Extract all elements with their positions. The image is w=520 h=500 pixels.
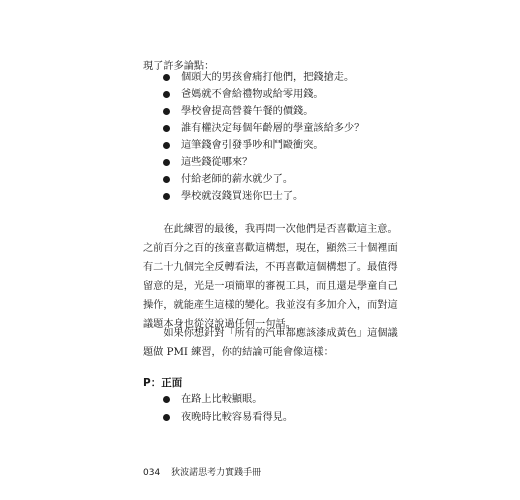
section-heading: P：正面 xyxy=(143,377,183,389)
intro-text: 現了許多論點： xyxy=(143,61,215,72)
bullet-icon xyxy=(163,159,170,166)
page-number: 034 xyxy=(143,468,161,478)
bullet-icon xyxy=(163,142,170,149)
book-title: 狄波諾思考力實踐手冊 xyxy=(171,468,262,478)
bullet-icon xyxy=(163,414,170,421)
bullet-icon xyxy=(163,176,170,183)
bullet-icon xyxy=(163,396,170,403)
bullet-icon xyxy=(163,125,170,132)
bullet-icon xyxy=(163,193,170,200)
bullet-icon xyxy=(163,108,170,115)
bullet-icon xyxy=(163,74,170,81)
bullet-icon xyxy=(163,91,170,98)
page-footer xyxy=(143,465,261,478)
